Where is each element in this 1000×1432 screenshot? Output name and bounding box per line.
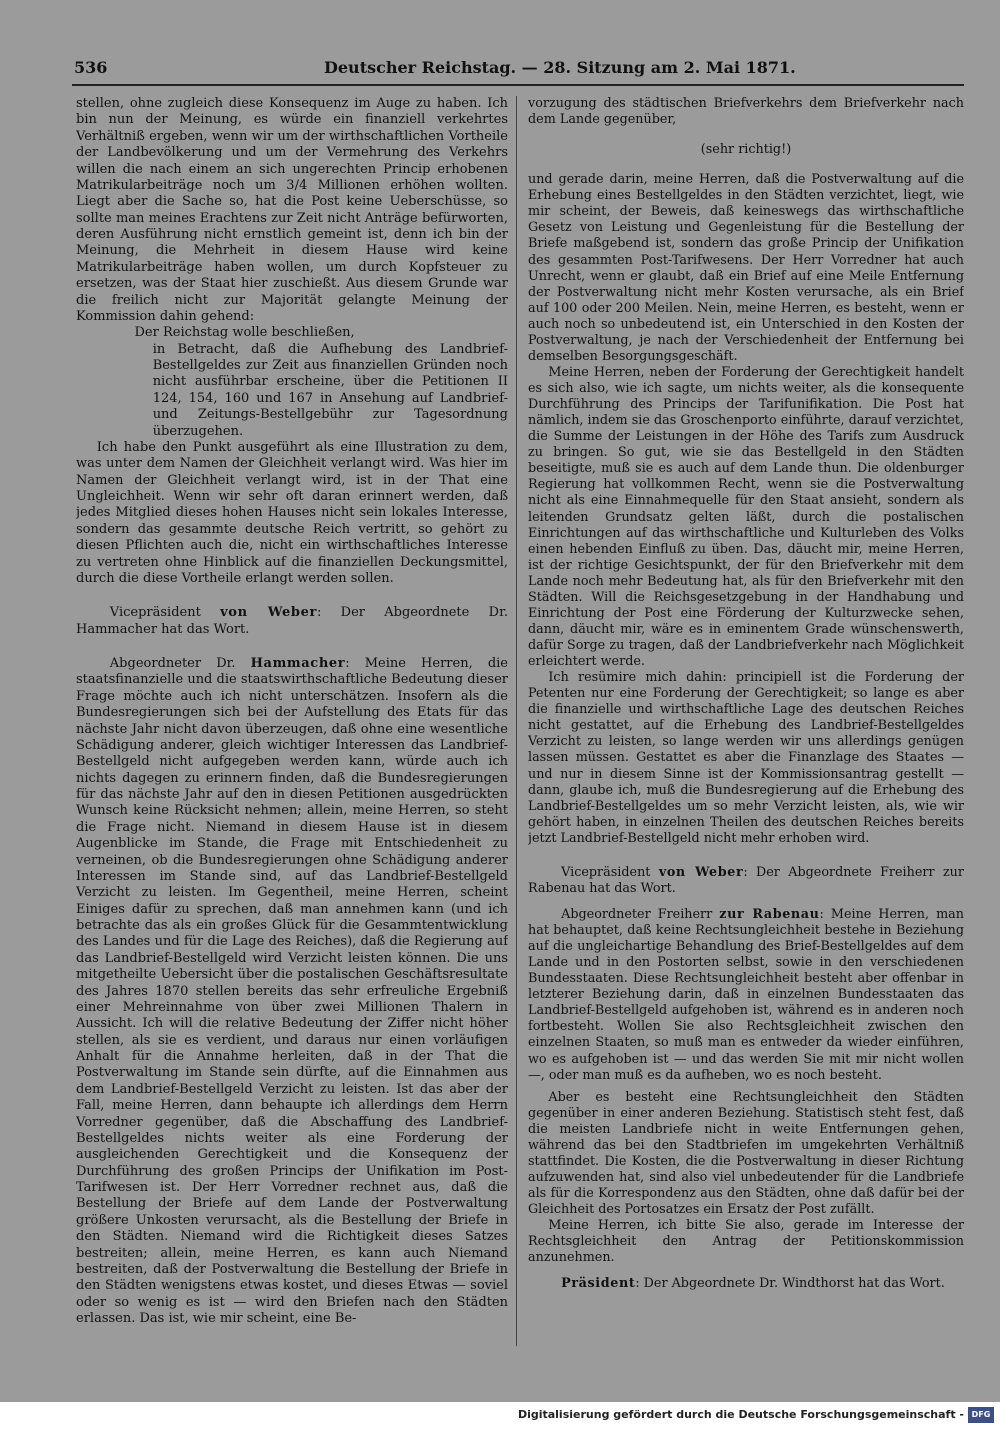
resolution-intro: Der Reichstag wolle beschließen, bbox=[134, 325, 355, 341]
resolution-body: in Betracht, daß die Aufhebung des Landbrief-Bestellgeldes zur Zeit aus finanziellen Gründen noch nicht ausführbar erscheine, über die Petitionen II 124, 154, 160 und 167 in Ansehung auf Landbrief- und Zeitungs-Bestellgebühr zur Tagesordnung überzugehen. bbox=[152, 341, 508, 439]
statement-text: : Der Abgeordnete Freiherr zur Rabenau hat das Wort. bbox=[528, 864, 964, 896]
paragraph: Ich habe den Punkt ausgeführt als eine Illustration zu dem, was unter dem Namen der Gleichheit verlangt wird. Was hier im Namen der Gleichheit verlangt wird, ist in der That eine Ungleichheit. Wenn wir sehr oft daran erinnert werden, daß jedes Mitglied dieses hohen Hauses nicht sein lokales Interesse, sondern das gesammte deutsche Reich vertritt, so gehört zu diesen Pflichten auch die, nicht ein wirthschaftliches Interesse zu vertreten ohne Hinblick auf die finanziellen Deckungsmittel, durch die diese Vortheile erlangt werden sollen. bbox=[76, 439, 508, 586]
president-statement bbox=[528, 1276, 964, 1292]
statement-text: : Der Abgeordnete Dr. Hammacher hat das Wort. bbox=[76, 605, 508, 637]
column-divider bbox=[516, 96, 517, 1346]
paragraph: Meine Herren, neben der Forderung der Gerechtigkeit handelt es sich also, wie ich sagte, um nichts weiter, als die konsequente Durchführung des Princips der Tarifunifikation. Die Post hat nämlich, indem sie das Groschenporto einführte, darauf verzichtet, die Summe der Leistungen in der Höhe des Tarifs zum Ausdruck zu bringen. So gut, wie sie das Bestellgeld in den Städten beseitigte, muß sie es auch auf dem Lande thun. Die oldenburger Regierung hat vollkommen Recht, wenn sie die Postverwaltung nicht als eine Einnahmequelle für den Staat ansieht, sondern als leitenden Grundsatz gelten läßt, durch die postalischen Einrichtungen auf das wirthschaftliche und Kulturleben des Volks einen hebenden Einfluß zu üben. Das, däucht mir, meine Herren, ist der richtige Gesichtspunkt, der für den Briefverkehr mit dem Lande noch mehr Bedeutung hat, als für den Briefverkehr mit den Städten. Will die Reichsgesetzgebung in der Handhabung und Einrichtung der Post eine Förderung der Kulturzwecke sehen, dann, däucht mir, wäre es in eminentem Grade wünschenswerth, dafür Sorge zu tragen, daß der Landbriefverkehr nach Möglichkeit erleichtert werde. bbox=[528, 364, 964, 670]
header-rule bbox=[72, 84, 964, 86]
statement-text: : Der Abgeordnete Dr. Windthorst hat das Wort. bbox=[635, 1276, 945, 1292]
page-number: 536 bbox=[74, 58, 108, 77]
speaker-name: Präsident bbox=[561, 1276, 636, 1292]
right-column bbox=[528, 96, 964, 1346]
paragraph: Meine Herren, ich bitte Sie also, gerade im Interesse der Rechtsgleichheit den Antrag der Petitionskommission anzunehmen. bbox=[528, 1218, 964, 1266]
funding-note: Digitalisierung gefördert durch die Deutsche Forschungsgemeinschaft - bbox=[517, 1408, 964, 1421]
speech-text: : Meine Herren, man hat behauptet, daß keine Rechtsungleichheit bestehe in Beziehung auf die ungleichartige Behandlung des Brief-Bestellgeldes auf dem Lande und in den Postorten selbst, sowie in den verschiedenen Bundesstaaten. Diese Rechtsungleichheit besteht aber offenbar in letzterer Beziehung darin, daß in einzelnen Bundesstaaten das Landbrief-Bestellgeld aufgehoben ist, während es in anderen noch fortbesteht. Wollen Sie also Rechtsgleichheit zwischen den einzelnen Staaten, so muß man es entweder da wieder einführen, wo es aufgehoben ist — und das werden Sie mit mir nicht wollen —, oder man muß es da aufheben, wo es noch besteht. bbox=[528, 906, 964, 1083]
vicepresident-statement bbox=[76, 605, 508, 638]
page-header bbox=[74, 56, 964, 84]
dfg-logo-icon: DFG bbox=[968, 1407, 994, 1423]
paragraph: Aber es besteht eine Rechtsungleichheit den Städten gegenüber in einer anderen Beziehung. Statistisch steht fest, daß die meisten Landbriefe nicht in weite Entfernungen gehen, während das bei den Stadtbriefen im umgekehrten Verhältniß stattfindet. Die Kosten, die die Postverwaltung in dieser Richtung aufzuwenden hat, sind also viel unbedeutender für die Landbriefe als für die Korrespondenz aus den Städten, ohne daß dafür bei der Gleichheit des Portosatzes ein Ersatz der Post zufällt. bbox=[528, 1089, 964, 1218]
speaker-name: zur Rabenau bbox=[719, 906, 820, 922]
speech bbox=[76, 656, 508, 1327]
speaker-title: Vicepräsident bbox=[109, 605, 201, 621]
left-column bbox=[76, 96, 508, 1346]
vicepresident-statement bbox=[528, 865, 964, 897]
speaker-title: Abgeordneter Freiherr bbox=[561, 906, 713, 922]
paragraph: vorzugung des städtischen Briefverkehrs dem Briefverkehr nach dem Lande gegenüber, bbox=[528, 96, 964, 128]
speaker-name: von Weber bbox=[658, 864, 744, 880]
speaker-title: Vicepräsident bbox=[561, 864, 651, 880]
interjection: (sehr richtig!) bbox=[700, 142, 792, 158]
speech bbox=[528, 907, 964, 1084]
paragraph: und gerade darin, meine Herren, daß die Postverwaltung auf die Erhebung eines Bestellgeldes in den Städten verzichtet, liegt, wie mir scheint, der Beweis, daß keineswegs das wirthschaftliche Gesetz von Leistung und Gegenleistung für die Bestellung der Briefe maßgebend ist, sondern das große Princip der Unifikation des gesammten Post-Tarifwesens. Der Herr Vorredner hat auch Unrecht, wenn er glaubt, daß ein Brief auf eine Meile Entfernung der Postverwaltung nicht mehr Kosten verursache, als ein Brief auf 100 oder 200 Meilen. Nein, meine Herren, es besteht, wenn er auch noch so unbedeutend ist, ein Unterschied in den Kosten der Postverwaltung, je nach der Verschiedenheit der Entfernung bei demselben Besorgungsgeschäft. bbox=[528, 172, 964, 364]
speech-text: : Meine Herren, die staatsfinanzielle und die staatswirthschaftliche Bedeutung dieser Frage möchte auch ich nicht unterschätzen. Insofern als die Bundesregierungen sich bei der Aufstellung des Etats für das nächste Jahr nicht davon überzeugen, daß ohne eine wesentliche Schädigung anderer, gleich wichtiger Interessen das Landbrief-Bestellgeld nicht aufgegeben werden kann, würde auch ich nichts dagegen zu erinnern finden, daß die Bundesregierungen für das nächste Jahr auf den in diesen Petitionen ausgedrückten Wunsch keine Rücksicht nehmen; allein, meine Herren, so steht die Frage nicht. Niemand in diesem Hause ist in diesem Augenblicke im Stande, die Frage mit Entschiedenheit zu verneinen, ob die Bundesregierungen ohne Schädigung anderer Interessen im Stande sind, auf das Landbrief-Bestellgeld Verzicht zu leisten. Im Gegentheil, meine Herren, scheint Einiges dafür zu sprechen, daß man annehmen kann (und ich betrachte das als ein großes Glück für die Gesammtentwicklung des Landes und für die Lage des Reiches), daß die Regierung auf das Landbrief-Bestellgeld wird Verzicht leisten können. Die uns mitgetheilte Uebersicht über die postalischen Geschäftsresultate des Jahres 1870 stellen bereits das sehr erfreuliche Ergebniß einer Mehreinnahme von über zwei Millionen Thalern in Aussicht. Ich will die relative Bedeutung der Ziffer nicht höher stellen, als sie es verdient, und daraus nur einen vorläufigen Anhalt für die Annahme herleiten, daß in der That die Postverwaltung im Stande sein dürfte, auf die Einnahmen aus dem Landbrief-Bestellgeld Verzicht zu leisten. Ist das aber der Fall, meine Herren, dann behaupte ich allerdings dem Herrn Vorredner gegenüber, daß die Abschaffung des Landbrief-Bestellgeldes nichts weiter als eine Forderung der ausgleichenden Gerechtigkeit und die Konsequenz der Durchführung des großen Princips der Unifikation im Post-Tarifwesen ist. Der Herr Vorredner rechnet aus, daß die Bestellung der Briefe auf dem Lande der Postverwaltung größere Unkosten verursacht, als die Bestellung der Briefe in den Städten. Niemand wird die Richtigkeit dieses Satzes bestreiten; allein, meine Herren, es kann auch Niemand bestreiten, daß der Postverwaltung die Bestellung der Briefe in den Städten wenigstens etwas kostet, und dieses Etwas — soviel oder so wenig es ist — wird den Briefen nach den Städten erlassen. Das ist, wie mir scheint, eine Be- bbox=[76, 656, 508, 1326]
speaker-title: Abgeordneter Dr. bbox=[109, 656, 236, 671]
speaker-name: Hammacher bbox=[250, 656, 346, 671]
running-title: Deutscher Reichstag. — 28. Sitzung am 2. Mai 1871. bbox=[324, 58, 796, 77]
paragraph: stellen, ohne zugleich diese Konsequenz im Auge zu haben. Ich bin nun der Meinung, es würde ein finanziell verkehrtes Verhältniß ergeben, wenn wir um der wirthschaftlichen Vortheile der Landbevölkerung und um der Vermehrung des Verkehrs willen die nach einem an sich ungerechten Princip erhobenen Matrikularbeiträge noch um 3/4 Millionen erhöhen wollten. Liegt aber die Sache so, hat die Post keine Ueberschüsse, so sollte man meines Erachtens zur Zeit nicht Anträge befürworten, deren Ausführung nicht ernstlich gemeint ist, denn ich bin der Meinung, die Mehrheit in diesem Hause wird keine Matrikularbeiträge haben wollen, um durch Kopfsteuer zu ersetzen, was der Staat hier zuschießt. Aus diesem Grunde war die freilich nicht zur Majorität gelangte Meinung der Kommission dahin gehend: bbox=[76, 96, 508, 324]
speaker-name: von Weber bbox=[220, 605, 317, 621]
paragraph: Ich resümire mich dahin: principiell ist die Forderung der Petenten nur eine Forderung der Gerechtigkeit; so lange es aber die finanzielle und wirthschaftliche Lage des deutschen Reiches nicht gestattet, auf die Erhebung des Landbrief-Bestellgeldes Verzicht zu leisten, so lange werden wir uns allerdings genügen lassen müssen. Gestattet es aber die Finanzlage des Staates — und nur in diesem Sinne ist der Kommissionsantrag gestellt — dann, glaube ich, muß die Bundesregierung auf die Erhebung des Landbrief-Bestellgeldes um so mehr Verzicht leisten, als, wie wir gehört haben, in einzelnen Theilen des deutschen Reiches bereits jetzt Landbrief-Bestellgeld nicht mehr erhoben wird. bbox=[528, 670, 964, 846]
footer bbox=[0, 1402, 1000, 1432]
